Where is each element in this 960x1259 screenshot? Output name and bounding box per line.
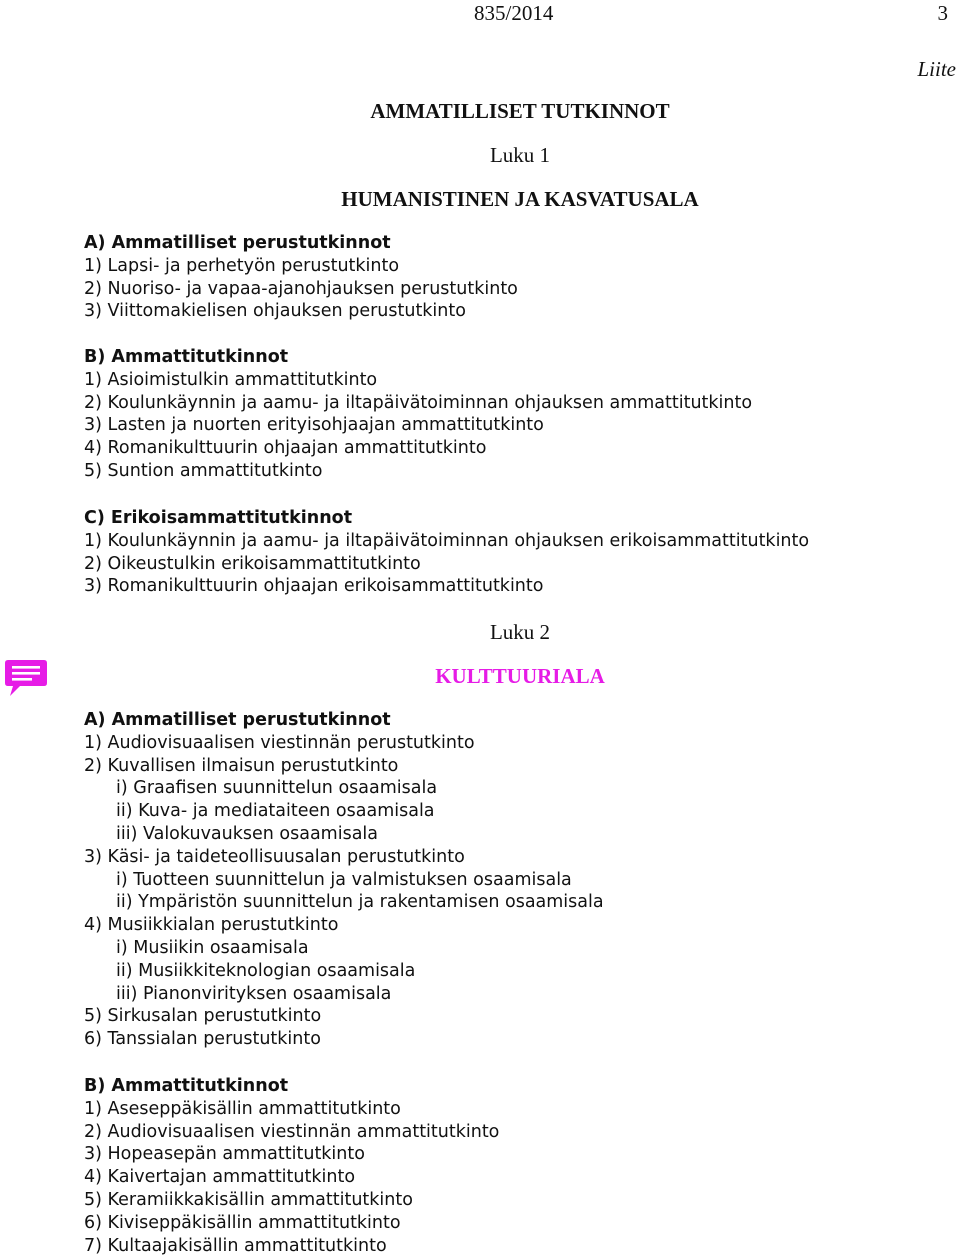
- list-item: 1) Aseseppäkisällin ammattitutkinto: [84, 1098, 401, 1119]
- list-item: 6) Kiviseppäkisällin ammattitutkinto: [84, 1212, 401, 1233]
- list-item: 4) Romanikulttuurin ohjaajan ammattitutkinto: [84, 438, 487, 459]
- list-subitem: ii) Kuva- ja mediataiteen osaamisala: [116, 801, 435, 822]
- list-item: 1) Asioimistulkin ammattitutkinto: [84, 369, 378, 390]
- list-item: 5) Keramiikkakisällin ammattitutkinto: [84, 1189, 413, 1210]
- chapter-1-section-b: [84, 346, 752, 483]
- list-subitem: ii) Ympäristön suunnittelun ja rakentamisen osaamisala: [116, 892, 604, 913]
- main-title: AMMATILLISET TUTKINNOT: [370, 99, 670, 123]
- list-item: 4) Musiikkialan perustutkinto: [84, 915, 339, 936]
- list-item: 1) Koulunkäynnin ja aamu- ja iltapäivätoiminnan ohjauksen erikoisammattitutkinto: [84, 530, 810, 551]
- list-item: 2) Oikeustulkin erikoisammattitutkinto: [84, 553, 421, 574]
- list-item: 3) Romanikulttuurin ohjaajan erikoisammattitutkinto: [84, 576, 544, 597]
- page-number: 3: [937, 1, 948, 25]
- chapter-1-title: HUMANISTINEN JA KASVATUSALA: [341, 187, 699, 211]
- section-heading: A) Ammatilliset perustutkinnot: [84, 710, 391, 730]
- list-item: 6) Tanssialan perustutkinto: [84, 1029, 321, 1050]
- list-item: 2) Kuvallisen ilmaisun perustutkinto: [84, 755, 399, 776]
- list-item: 5) Suntion ammattitutkinto: [84, 460, 323, 481]
- chapter-1-section-c: [84, 507, 809, 598]
- list-item: 1) Lapsi- ja perhetyön perustutkinto: [84, 255, 400, 276]
- list-subitem: iii) Valokuvauksen osaamisala: [116, 823, 379, 844]
- section-heading: B) Ammattitutkinnot: [84, 347, 289, 367]
- list-item: 2) Audiovisuaalisen viestinnän ammattitutkinto: [84, 1121, 500, 1142]
- section-heading: C) Erikoisammattitutkinnot: [84, 508, 353, 528]
- list-subitem: ii) Musiikkiteknologian osaamisala: [116, 960, 416, 981]
- list-item: 3) Käsi- ja taideteollisuusalan perustutkinto: [84, 846, 465, 867]
- list-item: 1) Audiovisuaalisen viestinnän perustutkinto: [84, 732, 475, 753]
- list-item: 4) Kaivertajan ammattitutkinto: [84, 1167, 356, 1188]
- list-subitem: iii) Pianonvirityksen osaamisala: [116, 983, 392, 1004]
- list-subitem: i) Musiikin osaamisala: [116, 937, 309, 958]
- chapter-2-section-b: [84, 1075, 499, 1257]
- chapter-2-label: Luku 2: [489, 620, 551, 644]
- list-item: 2) Nuoriso- ja vapaa-ajanohjauksen perustutkinto: [84, 278, 518, 299]
- list-item: 3) Hopeasepän ammattitutkinto: [84, 1144, 365, 1165]
- chapter-1-label: Luku 1: [489, 143, 551, 167]
- list-item: 3) Lasten ja nuorten erityisohjaajan ammattitutkinto: [84, 415, 544, 436]
- list-item: 2) Koulunkäynnin ja aamu- ja iltapäivätoiminnan ohjauksen ammattitutkinto: [84, 392, 753, 413]
- chapter-2-section-a: [84, 709, 604, 1051]
- document-number: 835/2014: [474, 1, 554, 25]
- list-item: 5) Sirkusalan perustutkinto: [84, 1006, 322, 1027]
- annex-label: Liite: [917, 57, 956, 81]
- section-heading: A) Ammatilliset perustutkinnot: [84, 233, 391, 253]
- list-item: 3) Viittomakielisen ohjauksen perustutkinto: [84, 301, 466, 322]
- list-item: 7) Kultaajakisällin ammattitutkinto: [84, 1235, 387, 1256]
- chapter-1-section-a: [84, 232, 518, 323]
- section-heading: B) Ammattitutkinnot: [84, 1076, 289, 1096]
- list-subitem: i) Graafisen suunnittelun osaamisala: [116, 778, 438, 799]
- list-subitem: i) Tuotteen suunnittelun ja valmistuksen osaamisala: [116, 869, 572, 890]
- chapter-2-title[interactable]: KULTTUURIALA: [435, 664, 605, 688]
